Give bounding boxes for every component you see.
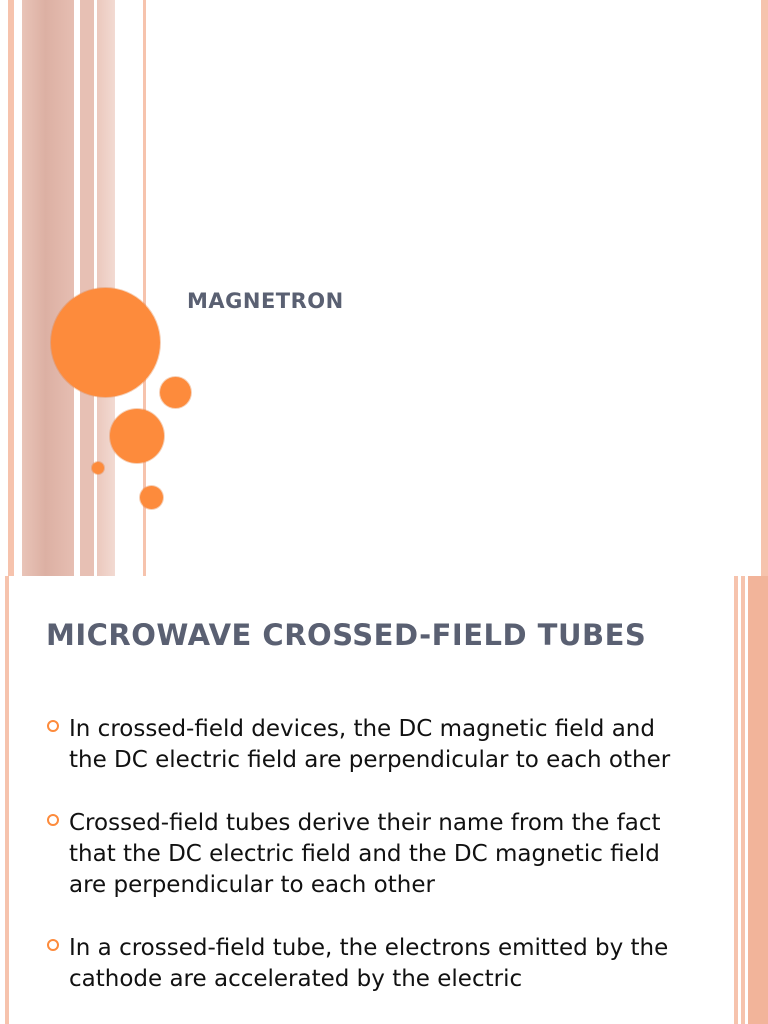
content-slide: [0, 576, 768, 1024]
slide-title: MAGNETRON: [187, 289, 344, 313]
orange-circle-decoration: [51, 288, 160, 397]
stripe: [5, 576, 9, 1024]
orange-circle-decoration: [92, 462, 104, 474]
bullet-item: [46, 933, 686, 995]
orange-circle-decoration: [140, 486, 163, 509]
orange-circle-decoration: [160, 377, 191, 408]
bullet-list: [46, 714, 686, 1024]
stripe: [14, 0, 22, 576]
hollow-circle-bullet-icon: [47, 939, 59, 951]
bullet-item: [46, 808, 686, 901]
hollow-circle-bullet-icon: [47, 814, 59, 826]
bullet-text: In crossed-field devices, the DC magnetic field and the DC electric field are perpendicular to each other: [69, 716, 671, 773]
bullet-text: Crossed-field tubes derive their name from the fact that the DC electric field and the DC magnetic field are perpendicular to each other: [69, 810, 661, 898]
orange-circle-decoration: [110, 409, 164, 463]
stripe: [761, 0, 768, 576]
slide-title: MICROWAVE CROSSED-FIELD TUBES: [46, 618, 647, 652]
stripe: [741, 576, 745, 1024]
stripe: [0, 0, 8, 576]
stripe: [748, 576, 768, 1024]
stripe: [734, 576, 738, 1024]
bullet-text: In a crossed-field tube, the electrons emitted by the cathode are accelerated by the electric: [69, 935, 669, 992]
stripe: [80, 0, 94, 576]
bullet-item: [46, 714, 686, 776]
stripe: [22, 0, 74, 576]
hollow-circle-bullet-icon: [47, 720, 59, 732]
